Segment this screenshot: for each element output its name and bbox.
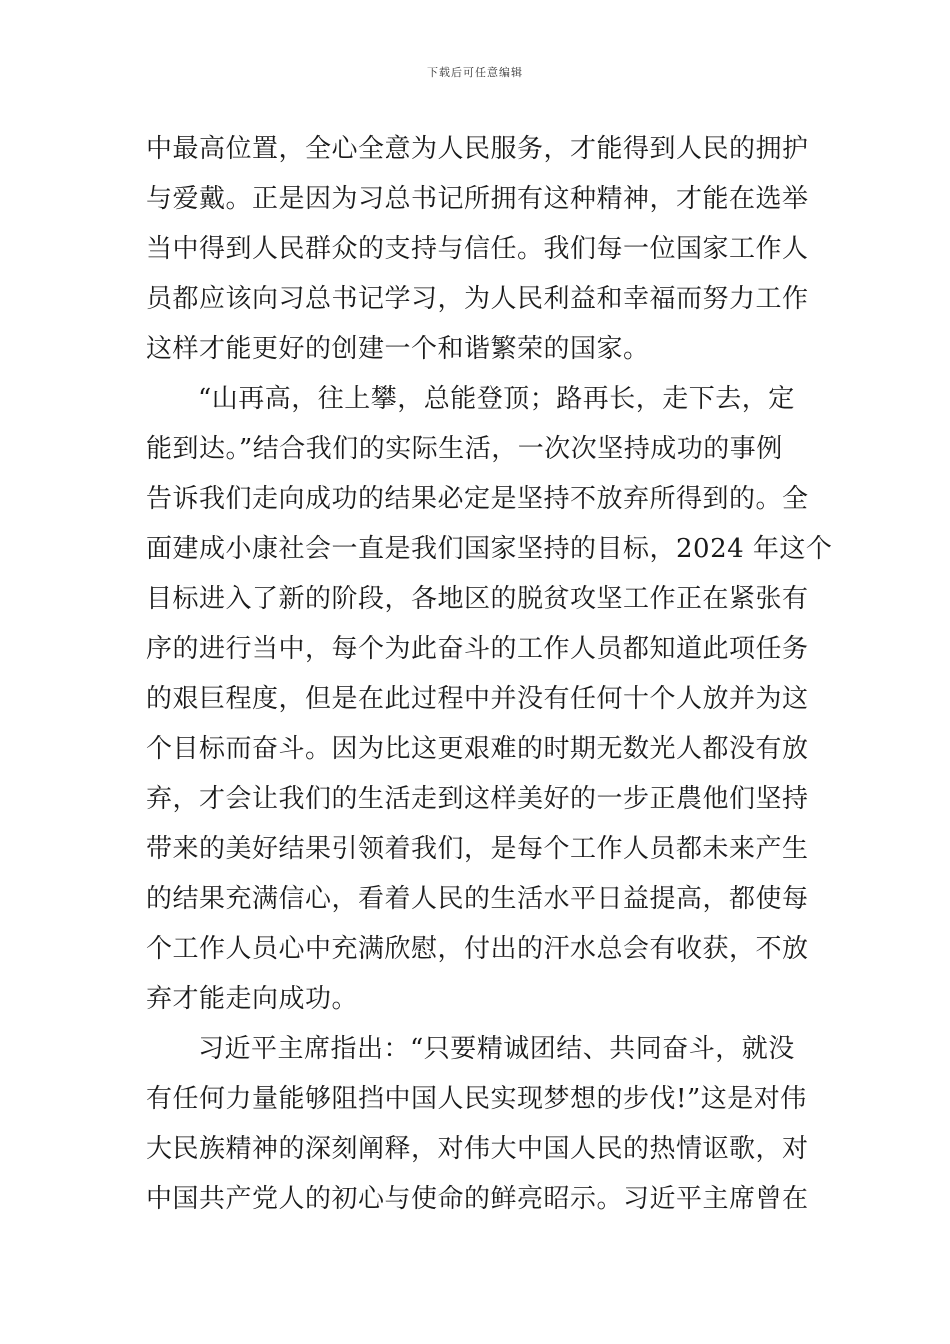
text-line: 的结果充满信心，看着人民的生活水平日益提高，都使每 bbox=[146, 884, 809, 914]
text-line: 的艰巨程度，但是在此过程中并没有任何十个人放并为这 bbox=[146, 684, 809, 714]
text-line: 有任何力量能够阻挡中国人民实现梦想的步伐!”这是对伟 bbox=[146, 1084, 807, 1114]
text-line: 面建成小康社会一直是我们国家坚持的目标，2024 年这个 bbox=[146, 534, 833, 564]
text-line: 大民族精神的深刻阐释，对伟大中国人民的热情讴歌，对 bbox=[146, 1134, 809, 1164]
text-line: 中国共产党人的初心与使命的鲜亮昭示。习近平主席曾在 bbox=[146, 1184, 809, 1214]
text-line-first: 习近平主席指出：“只要精诚团结、共同奋斗，就没 bbox=[198, 1034, 795, 1064]
text-line: 目标进入了新的阶段，各地区的脱贫攻坚工作正在紧张有 bbox=[146, 584, 809, 614]
text-line: 个工作人员心中充满欣慰，付出的汗水总会有收获，不放 bbox=[146, 934, 809, 964]
text-line: 个目标而奋斗。因为比这更艰难的时期无数光人都没有放 bbox=[146, 734, 809, 764]
paragraph-1 bbox=[146, 124, 809, 374]
paragraph-2 bbox=[146, 374, 833, 1024]
text-line: 这样才能更好的创建一个和谐繁荣的国家。 bbox=[146, 334, 650, 364]
text-line: 员都应该向习总书记学习，为人民利益和幸福而努力工作 bbox=[146, 284, 809, 314]
text-line: 弃才能走向成功。 bbox=[146, 984, 359, 1014]
text-line: 带来的美好结果引领着我们，是每个工作人员都未来产生 bbox=[146, 834, 809, 864]
text-line: 能到达。”结合我们的实际生活，一次次坚持成功的事例 bbox=[146, 434, 783, 464]
page-header: 下载后可任意编辑 bbox=[427, 66, 523, 79]
text-line: 与爱戴。正是因为习总书记所拥有这种精神，才能在选举 bbox=[146, 184, 809, 214]
text-line-first: “山再高，往上攀，总能登顶；路再长，走下去，定 bbox=[198, 384, 795, 414]
text-line: 序的进行当中，每个为此奋斗的工作人员都知道此项任务 bbox=[146, 634, 809, 664]
text-line: 弃，才会让我们的生活走到这样美好的一步正農他们坚持 bbox=[146, 784, 809, 814]
text-line: 告诉我们走向成功的结果必定是坚持不放弃所得到的。全 bbox=[146, 484, 809, 514]
text-line: 中最高位置，全心全意为人民服务，才能得到人民的拥护 bbox=[146, 134, 809, 164]
text-line: 当中得到人民群众的支持与信任。我们每一位国家工作人 bbox=[146, 234, 809, 264]
paragraph-3 bbox=[146, 1024, 809, 1224]
document-body bbox=[146, 124, 833, 1224]
